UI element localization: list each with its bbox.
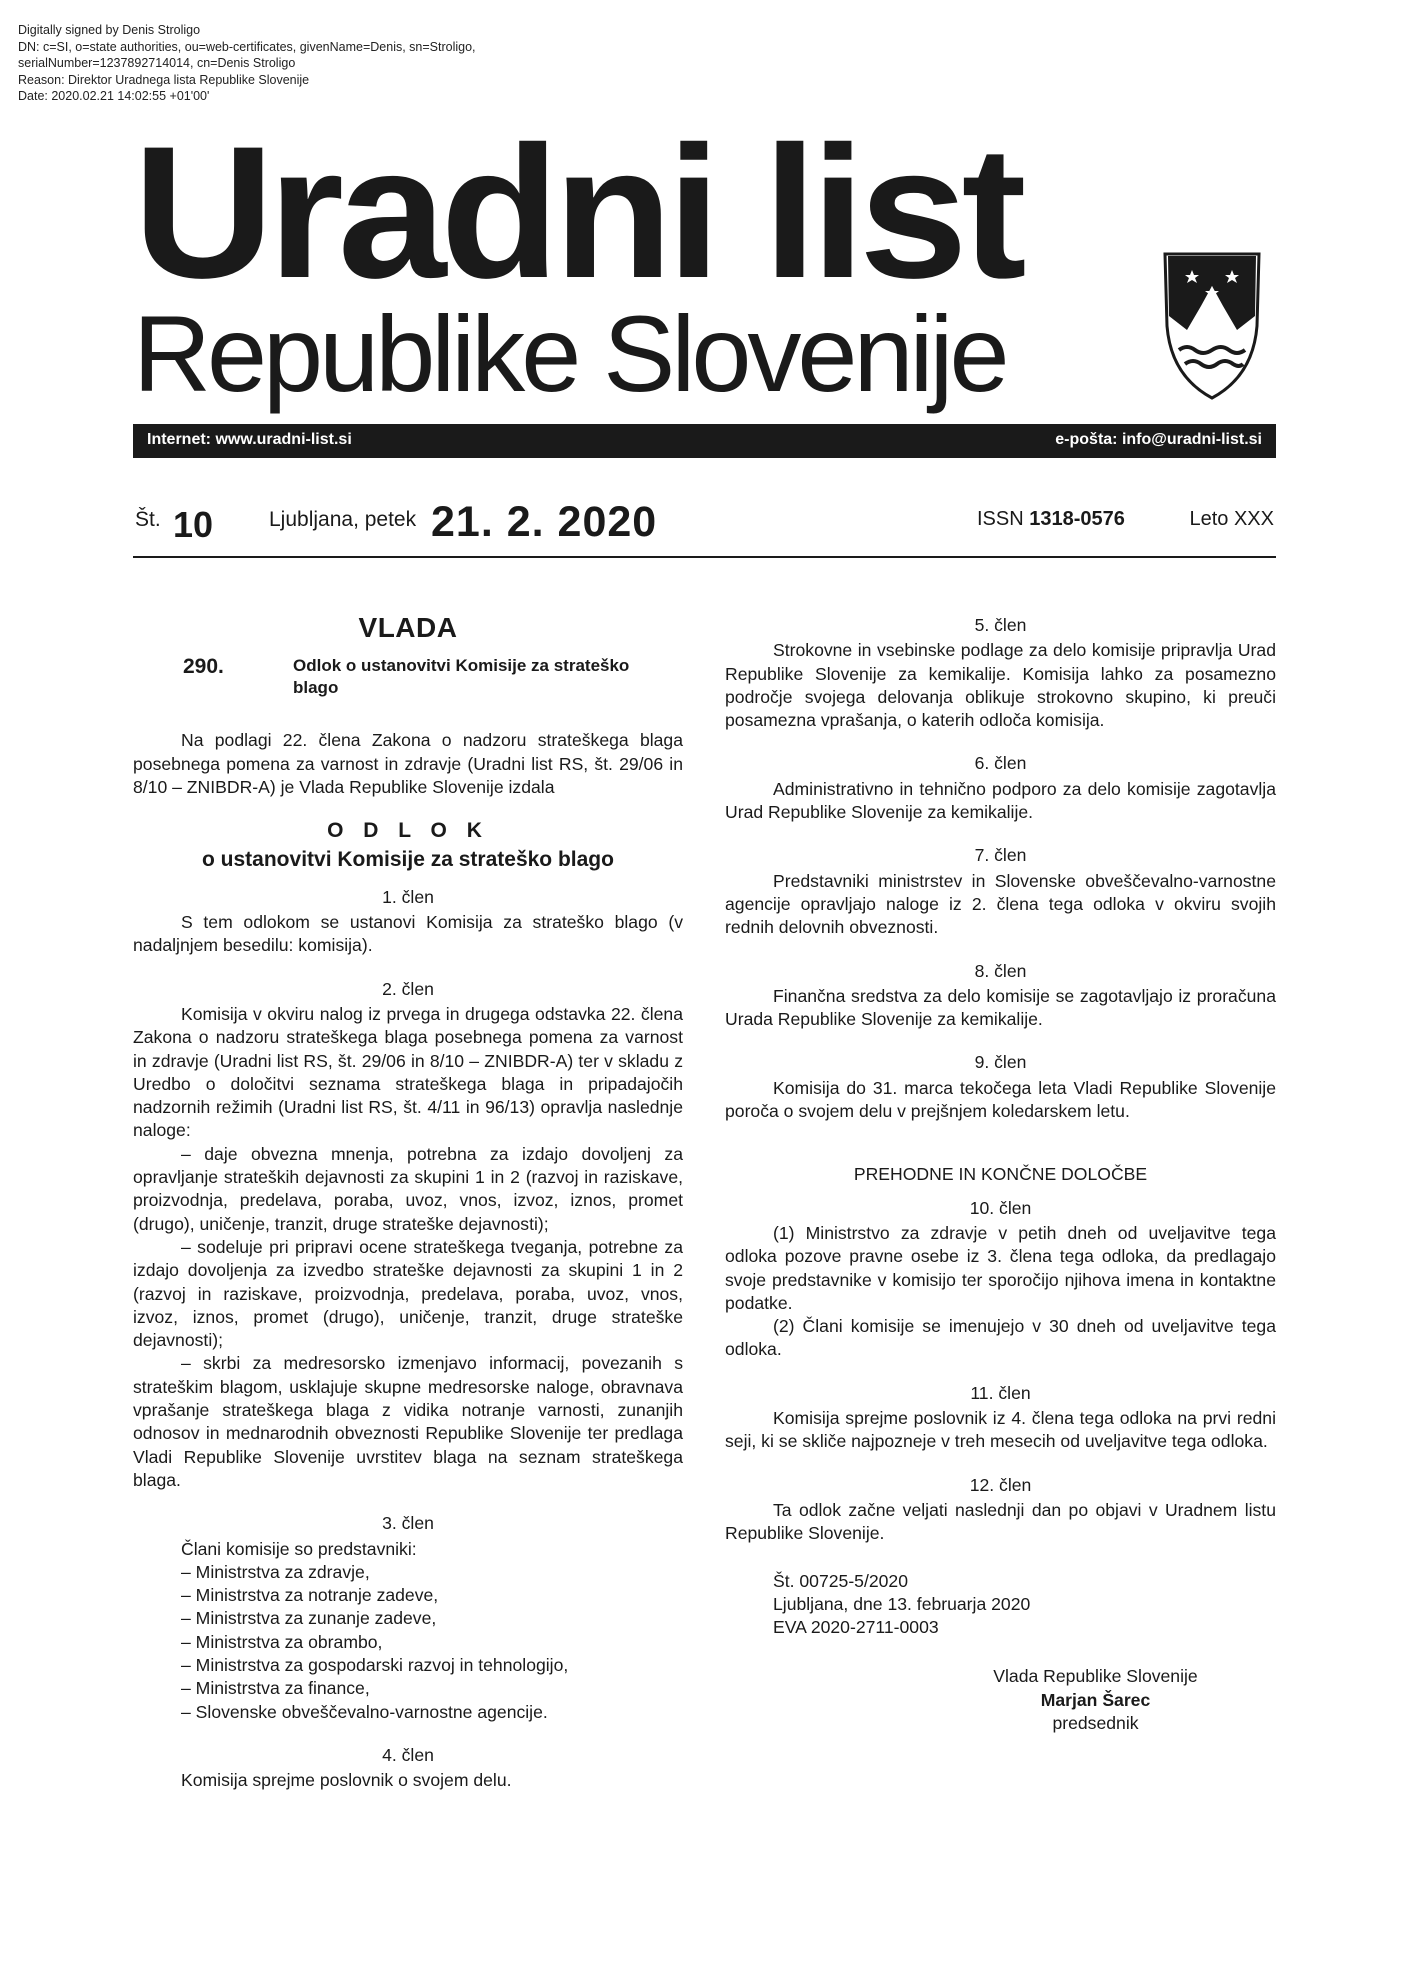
- list-item: – skrbi za medresorsko izmenjavo informacij, povezanih s strateškim blagom, usklajuje skupne medresorske naloge, obravnava vprašanje strateškega blaga z vidika notranje varnosti, zunanjih odnosov in mednarodnih obveznosti Republike Slovenije ter predlaga Vladi Republike Slovenije uvrstitev blaga na seznam strateškega blaga.: [133, 1353, 683, 1490]
- article-heading: 10. člen: [969, 1197, 1032, 1218]
- issue-number: 10: [173, 504, 214, 545]
- issue-date: 21. 2. 2020: [431, 498, 658, 546]
- article-text: Komisija v okviru nalog iz prvega in drugega odstavka 22. člena Zakona o nadzoru strateškega blaga posebnega pomena za varnost in zdravje (Uradni list RS, št. 29/06 in 8/10 – ZNIBDR-A) ter v skladu z Uredbo o določitvi seznama strateškega blaga in pripadajočih nadzornih režimih (Uradni list RS, št. 4/11 in 96/13) opravlja naslednje naloge:: [133, 1003, 683, 1141]
- article-text: (2) Člani komisije se imenujejo v 30 dneh od uveljavitve tega odloka.: [725, 1316, 1276, 1360]
- list-item: – Ministrstva za zunanje zadeve,: [181, 1608, 437, 1629]
- decree-heading: O D L O K: [327, 819, 489, 843]
- email-link[interactable]: e-pošta: info@uradni-list.si: [1055, 431, 1262, 448]
- contact-bar: [133, 424, 1276, 458]
- article-text: Komisija sprejme poslovnik iz 4. člena tega odloka na prvi redni seji, ki se skliče najpozneje v treh mesecih od uveljavitve tega odloka.: [725, 1408, 1276, 1452]
- section-heading: VLADA: [358, 612, 458, 643]
- right-column: [725, 600, 1276, 1735]
- list-item: – Ministrstva za gospodarski razvoj in tehnologijo,: [181, 1654, 569, 1675]
- issn: [977, 508, 1125, 531]
- issue-place: Ljubljana, petek: [269, 508, 417, 531]
- list-item: – Slovenske obveščevalno-varnostne agencije.: [181, 1701, 548, 1722]
- article-heading: 11. člen: [970, 1382, 1031, 1403]
- list-item: – Ministrstva za notranje zadeve,: [181, 1585, 439, 1606]
- coat-of-arms-icon: [1157, 246, 1267, 406]
- intro-paragraph: Na podlagi 22. člena Zakona o nadzoru strateškega blaga posebnega pomena za varnost in zdravje (Uradni list RS, št. 29/06 in 8/10 – ZNIBDR-A) je Vlada Republike Slovenije izdala: [133, 730, 683, 797]
- volume-year: Leto XXX: [1189, 508, 1274, 530]
- act-title: Odlok o ustanovitvi Komisije za strateško blago: [293, 656, 630, 698]
- signature-line: Reason: Direktor Uradnega lista Republike Slovenije: [18, 72, 310, 87]
- digital-signature-block: [18, 22, 538, 105]
- internet-link[interactable]: Internet: www.uradni-list.si: [147, 431, 352, 448]
- article-heading: 8. člen: [974, 960, 1027, 981]
- article-heading: 3. člen: [382, 1513, 434, 1534]
- signer-role: predsednik: [1052, 1712, 1139, 1733]
- article-heading: 5. člen: [974, 615, 1027, 635]
- article-heading: 2. člen: [382, 978, 434, 999]
- article-text: (1) Ministrstvo za zdravje v petih dneh od uveljavitve tega odloka pozove pravne osebe iz 3. člena tega odloka, da predlagajo svoje predstavnike v komisijo ter sporočijo njihova imena in kontaktne podatke.: [725, 1222, 1276, 1313]
- list-item: – Ministrstva za zdravje,: [181, 1561, 370, 1582]
- article-text: Finančna sredstva za delo komisije se zagotavljajo iz proračuna Urada Republike Slovenije za kemikalije.: [725, 985, 1276, 1030]
- act-number: 290.: [183, 655, 224, 679]
- list-item: – daje obvezna mnenja, potrebna za izdajo dovoljenj za opravljanje strateških dejavnosti za skupini 1 in 2 (razvoj in raziskave, proizvodnja, predelava, poraba, uvoz, vnos, izvoz, iznos, promet (drugo), uničenje, tranzit, druge strateške dejavnosti);: [133, 1143, 683, 1234]
- list-item: – Ministrstva za obrambo,: [181, 1631, 383, 1652]
- issue-label: Št.: [135, 508, 161, 531]
- article-text: Predstavniki ministrstev in Slovenske obveščevalno-varnostne agencije opravljajo naloge iz 2. člena tega odloka v okviru svojih rednih delovnih obveznosti.: [725, 870, 1276, 938]
- article-text: Ta odlok začne veljati naslednji dan po objavi v Uradnem listu Republike Slovenije.: [725, 1499, 1276, 1544]
- reference-block: [725, 1570, 1276, 1640]
- left-column: [133, 600, 683, 1792]
- article-text: Komisija do 31. marca tekočega leta Vladi Republike Slovenije poroča o svojem delu v prejšnjem koledarskem letu.: [725, 1077, 1276, 1122]
- reference-number: Št. 00725-5/2020: [773, 1570, 908, 1591]
- list-item: Člani komisije so predstavniki:: [181, 1538, 417, 1559]
- signature-line: Digitally signed by Denis Stroligo: [18, 23, 201, 37]
- article-heading: 1. člen: [382, 886, 434, 907]
- signer-name: Marjan Šarec: [1040, 1689, 1151, 1710]
- issn-label: ISSN: [977, 508, 1024, 530]
- signature-line: DN: c=SI, o=state authorities, ou=web-certificates, givenName=Denis, sn=Stroligo,: [18, 39, 476, 54]
- article-text: Strokovne in vsebinske podlage za delo komisije pripravlja Urad Republike Slovenije za kemikalije. Komisija lahko za posamezno področje svojega delovanja oblikuje strokovno skupino, ki preuči posamezna vprašanja, o katerih odloča komisija.: [725, 640, 1276, 731]
- signature-line: Date: 2020.02.21 14:02:55 +01'00': [18, 89, 210, 103]
- article-text: S tem odlokom se ustanovi Komisija za strateško blago (v nadaljnjem besedilu: komisija).: [133, 912, 683, 956]
- article-heading: 9. člen: [974, 1052, 1027, 1073]
- reference-eva: EVA 2020-2711-0003: [773, 1617, 939, 1638]
- transitional-heading: PREHODNE IN KONČNE DOLOČBE: [853, 1164, 1148, 1185]
- list-item: – Ministrstva za finance,: [181, 1678, 370, 1699]
- masthead-title: Uradni list: [133, 107, 1021, 317]
- masthead-subtitle: Republike Slovenije: [133, 293, 1006, 414]
- article-heading: 6. člen: [974, 753, 1027, 774]
- decree-subheading: o ustanovitvi Komisije za strateško blago: [202, 848, 614, 872]
- article-text: Komisija sprejme poslovnik o svojem delu.: [181, 1770, 512, 1791]
- act-header: [133, 655, 683, 699]
- article-heading: 7. člen: [974, 845, 1027, 866]
- article-heading: 4. člen: [382, 1744, 434, 1765]
- reference-date: Ljubljana, dne 13. februarja 2020: [773, 1593, 1031, 1614]
- issue-line: [133, 500, 1276, 558]
- signer-organization: Vlada Republike Slovenije: [993, 1666, 1198, 1687]
- masthead: [133, 107, 1283, 414]
- article-text: Administrativno in tehnično podporo za delo komisije zagotavlja Urad Republike Slovenije za kemikalije.: [725, 778, 1276, 823]
- signature-line: serialNumber=1237892714014, cn=Denis Stroligo: [18, 56, 296, 70]
- list-item: – sodeluje pri pripravi ocene strateškega tveganja, potrebne za izdajo dovoljenja za izvedbo strateške dejavnosti za skupini 1 in 2 (razvoj in raziskave, proizvodnja, predelava, poraba, uvoz, vnos, izvoz, iznos, promet (drugo), uničenje, tranzit, druge strateške dejavnosti);: [133, 1236, 683, 1351]
- signer-block: [725, 1665, 1276, 1735]
- article-heading: 12. člen: [969, 1474, 1032, 1495]
- issn-number: 1318-0576: [1029, 508, 1125, 530]
